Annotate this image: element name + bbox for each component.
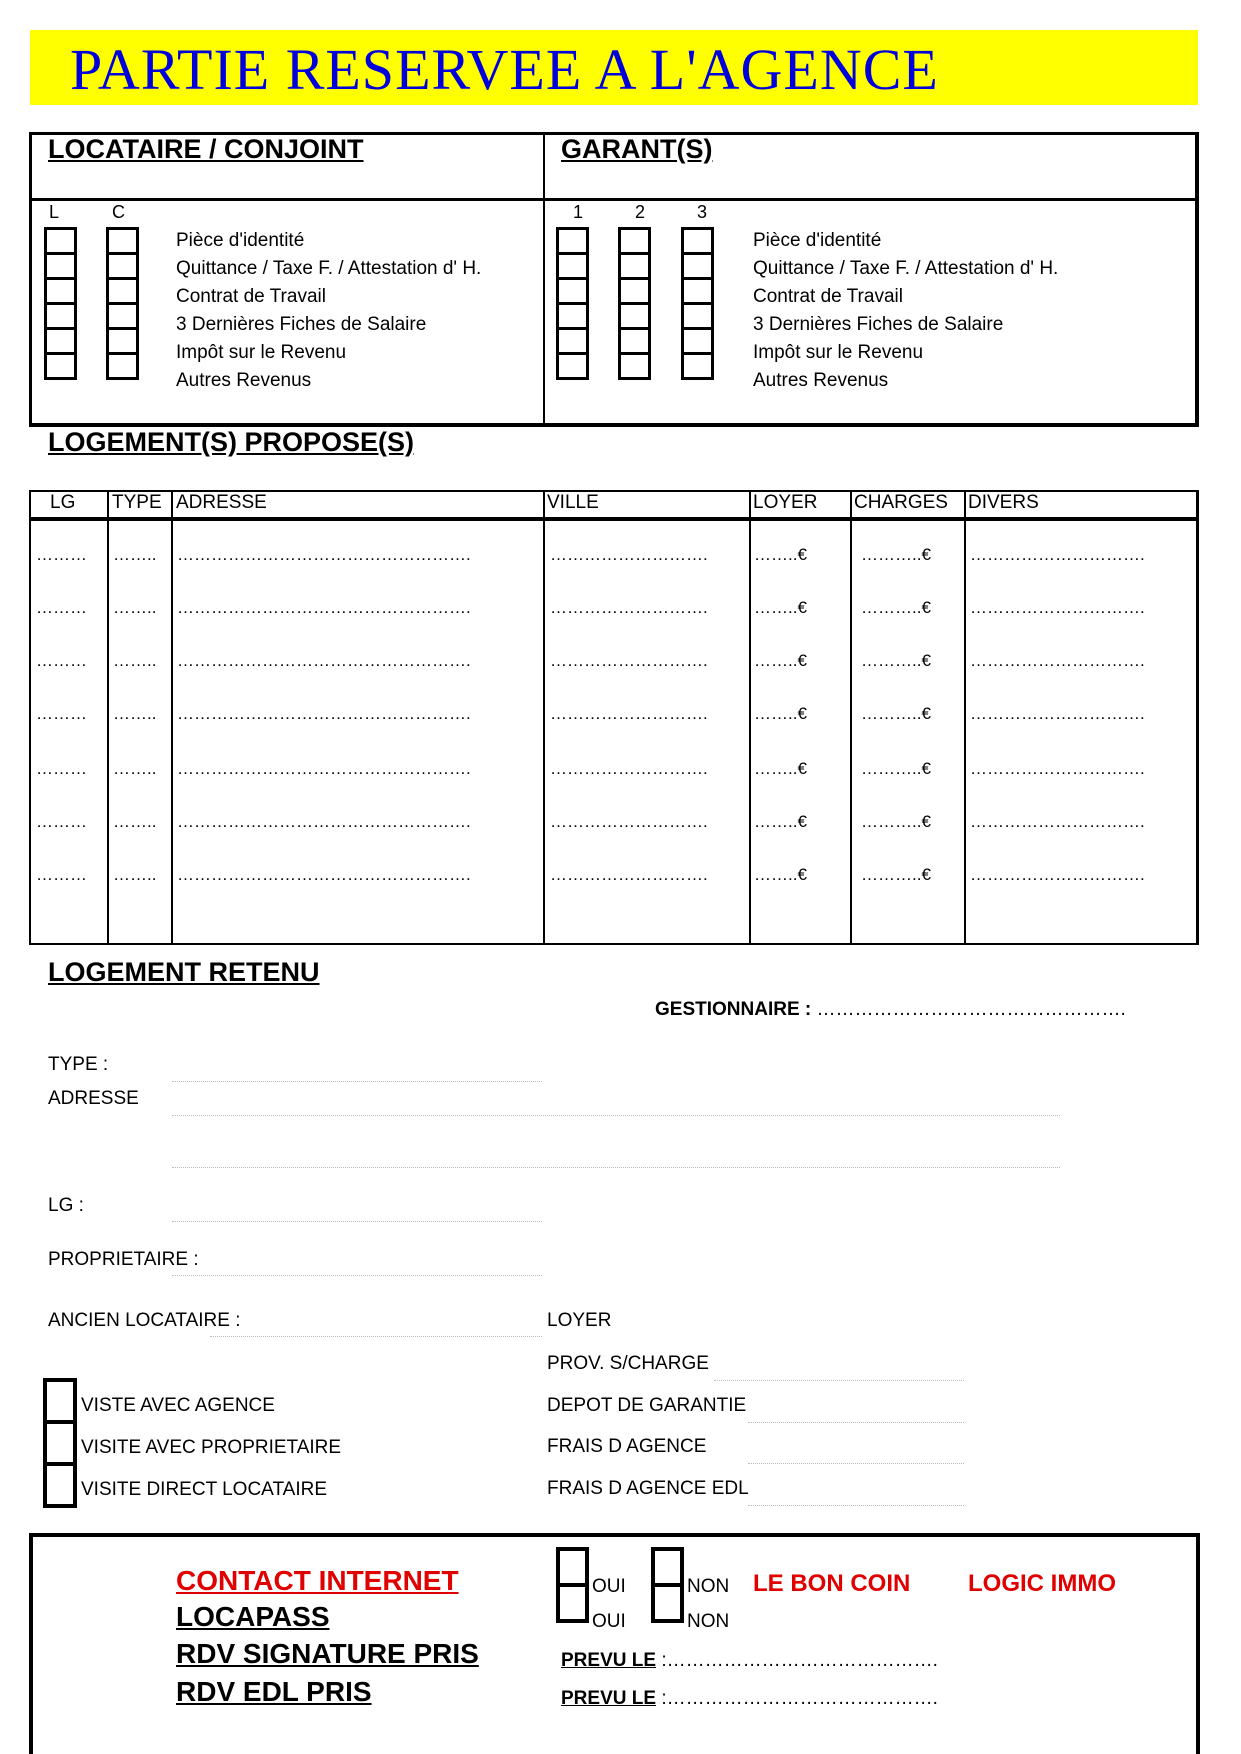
visit-checkboxes <box>43 1378 77 1508</box>
frais-input[interactable] <box>748 1463 964 1464</box>
checkbox-internet-non[interactable] <box>651 1547 684 1587</box>
table-cell-loyer[interactable]: ……..€ <box>754 865 807 884</box>
non-label: NON <box>687 1611 730 1632</box>
guarantor3-checkboxes <box>681 227 714 380</box>
col-header-charges: CHARGES <box>854 492 948 513</box>
checkbox-g1-contrat[interactable] <box>556 277 589 305</box>
non-label: NON <box>687 1576 730 1597</box>
checkbox-spouse-id[interactable] <box>106 227 139 255</box>
locapass-label: LOCAPASS <box>176 1601 330 1632</box>
doc-item: Quittance / Taxe F. / Attestation d' H. <box>176 258 482 279</box>
col-divider <box>964 490 966 945</box>
table-cell-type[interactable]: …….. <box>113 651 157 670</box>
table-cell-type[interactable]: …….. <box>113 704 157 723</box>
checkbox-g2-quittance[interactable] <box>618 252 651 280</box>
table-cell-ville[interactable]: ………………………. <box>550 598 708 617</box>
col-divider <box>171 490 173 945</box>
table-cell-loyer[interactable]: ……..€ <box>754 759 807 778</box>
checkbox-tenant-impot[interactable] <box>44 327 77 355</box>
checkbox-locapass-non[interactable] <box>651 1583 684 1623</box>
contact-internet-label: CONTACT INTERNET <box>176 1565 459 1596</box>
checkbox-g2-id[interactable] <box>618 227 651 255</box>
logic-immo-label: LOGIC IMMO <box>968 1570 1116 1597</box>
checkbox-tenant-contrat[interactable] <box>44 277 77 305</box>
frais-edl-label: FRAIS D AGENCE EDL <box>547 1478 749 1499</box>
gestionnaire-label: GESTIONNAIRE : <box>655 999 812 1020</box>
proprietaire-label: PROPRIETAIRE : <box>48 1249 199 1270</box>
spouse-checkboxes <box>106 227 139 380</box>
table-cell-charges[interactable]: ………..€ <box>861 812 931 831</box>
checkbox-spouse-fiches[interactable] <box>106 302 139 330</box>
prevu-label: PREVU LE <box>561 1688 657 1709</box>
table-cell-lg[interactable]: ……… <box>36 865 87 884</box>
proposed-heading: LOGEMENT(S) PROPOSE(S) <box>48 427 415 457</box>
table-cell-adresse[interactable]: ……………………………………………. <box>177 598 471 617</box>
guarantor-header: GARANT(S) <box>561 134 713 164</box>
proprietaire-input[interactable] <box>172 1275 542 1276</box>
table-cell-type[interactable]: …….. <box>113 759 157 778</box>
visit-proprietaire-label: VISITE AVEC PROPRIETAIRE <box>81 1437 342 1458</box>
table-cell-charges[interactable]: ………..€ <box>861 545 931 564</box>
oui-label: OUI <box>592 1611 626 1632</box>
retained-heading: LOGEMENT RETENU <box>48 957 320 987</box>
page-title: PARTIE RESERVEE A L'AGENCE <box>70 37 939 102</box>
doc-item: Pièce d'identité <box>176 230 305 251</box>
table-cell-divers[interactable]: …………………………. <box>970 651 1145 670</box>
checkbox-g2-autres[interactable] <box>618 352 651 380</box>
checkbox-spouse-quittance[interactable] <box>106 252 139 280</box>
col-divider <box>543 490 545 945</box>
checkbox-g2-contrat[interactable] <box>618 277 651 305</box>
table-cell-divers[interactable]: …………………………. <box>970 812 1145 831</box>
table-cell-lg[interactable]: ……… <box>36 651 87 670</box>
table-cell-adresse[interactable]: ……………………………………………. <box>177 865 471 884</box>
visit-agence-label: VISTE AVEC AGENCE <box>81 1395 275 1416</box>
table-cell-charges[interactable]: ………..€ <box>861 759 931 778</box>
col-label-3: 3 <box>697 202 708 222</box>
depot-label: DEPOT DE GARANTIE <box>547 1395 747 1416</box>
doc-item: Autres Revenus <box>176 370 312 391</box>
prevu-signature-field[interactable] <box>561 1650 938 1672</box>
table-cell-divers[interactable]: …………………………. <box>970 759 1145 778</box>
doc-item: Impôt sur le Revenu <box>753 342 924 363</box>
guarantor-document-list <box>753 227 1058 395</box>
table-cell-adresse[interactable]: ……………………………………………. <box>177 812 471 831</box>
table-cell-charges[interactable]: ………..€ <box>861 598 931 617</box>
table-cell-divers[interactable]: …………………………. <box>970 865 1145 884</box>
loyer-label: LOYER <box>547 1310 612 1331</box>
checkbox-g1-quittance[interactable] <box>556 252 589 280</box>
guarantor2-checkboxes <box>618 227 651 380</box>
table-cell-charges[interactable]: ………..€ <box>861 865 931 884</box>
col-divider <box>749 490 751 945</box>
checkbox-spouse-contrat[interactable] <box>106 277 139 305</box>
col-label-l: L <box>49 202 60 222</box>
table-cell-ville[interactable]: ………………………. <box>550 704 708 723</box>
table-cell-ville[interactable]: ………………………. <box>550 759 708 778</box>
table-cell-divers[interactable]: …………………………. <box>970 704 1145 723</box>
table-cell-divers[interactable]: …………………………. <box>970 598 1145 617</box>
prevu-dots: :……………………………………. <box>661 1688 938 1709</box>
prevu-dots: :……………………………………. <box>661 1650 938 1671</box>
checkbox-g3-fiches[interactable] <box>681 302 714 330</box>
gestionnaire-value: …………………………………………. <box>816 999 1126 1020</box>
checkbox-g3-quittance[interactable] <box>681 252 714 280</box>
col-divider <box>850 490 852 945</box>
checkbox-g1-id[interactable] <box>556 227 589 255</box>
non-checkboxes <box>651 1547 684 1623</box>
doc-item: Autres Revenus <box>753 370 889 391</box>
lg-input[interactable] <box>172 1221 542 1222</box>
col-header-ville: VILLE <box>547 492 599 513</box>
table-cell-ville[interactable]: ………………………. <box>550 545 708 564</box>
doc-item: Pièce d'identité <box>753 230 882 251</box>
doc-item: Impôt sur le Revenu <box>176 342 347 363</box>
checkbox-spouse-autres[interactable] <box>106 352 139 380</box>
table-cell-loyer[interactable]: ……..€ <box>754 704 807 723</box>
depot-input[interactable] <box>748 1422 964 1423</box>
table-cell-type[interactable]: …….. <box>113 812 157 831</box>
checkbox-visite-proprietaire[interactable] <box>43 1420 77 1466</box>
table-cell-type[interactable]: …….. <box>113 865 157 884</box>
visit-locataire-label: VISITE DIRECT LOCATAIRE <box>81 1479 327 1500</box>
checkbox-g1-autres[interactable] <box>556 352 589 380</box>
frais-edl-input[interactable] <box>748 1505 964 1506</box>
checkbox-g2-fiches[interactable] <box>618 302 651 330</box>
checkbox-g3-contrat[interactable] <box>681 277 714 305</box>
doc-item: Contrat de Travail <box>753 286 903 307</box>
prov-input[interactable] <box>714 1380 964 1381</box>
table-cell-loyer[interactable]: ……..€ <box>754 812 807 831</box>
checkbox-tenant-quittance[interactable] <box>44 252 77 280</box>
checkbox-visite-agence[interactable] <box>43 1378 77 1424</box>
col-label-c: C <box>112 202 125 222</box>
checkbox-g3-autres[interactable] <box>681 352 714 380</box>
checkbox-g1-fiches[interactable] <box>556 302 589 330</box>
table-header-divider <box>29 517 1199 521</box>
documents-header-divider <box>29 198 1199 201</box>
doc-item: 3 Dernières Fiches de Salaire <box>753 314 1004 335</box>
type-input[interactable] <box>172 1081 542 1082</box>
table-cell-adresse[interactable]: ……………………………………………. <box>177 545 471 564</box>
documents-column-divider <box>543 132 545 426</box>
checkbox-locapass-oui[interactable] <box>556 1583 589 1623</box>
prov-label: PROV. S/CHARGE <box>547 1353 709 1374</box>
table-cell-type[interactable]: …….. <box>113 545 157 564</box>
doc-item: Quittance / Taxe F. / Attestation d' H. <box>753 258 1059 279</box>
type-label: TYPE : <box>48 1054 109 1075</box>
checkbox-g3-id[interactable] <box>681 227 714 255</box>
col-header-loyer: LOYER <box>753 492 818 513</box>
prevu-edl-field[interactable] <box>561 1688 938 1710</box>
ancien-locataire-input[interactable] <box>210 1336 542 1337</box>
col-divider <box>107 490 109 945</box>
table-cell-type[interactable]: …….. <box>113 598 157 617</box>
doc-item: 3 Dernières Fiches de Salaire <box>176 314 427 335</box>
table-cell-ville[interactable]: ………………………. <box>550 865 708 884</box>
lg-label: LG : <box>48 1195 84 1216</box>
table-cell-loyer[interactable]: ……..€ <box>754 651 807 670</box>
adresse-label: ADRESSE <box>48 1088 139 1109</box>
checkbox-g3-impot[interactable] <box>681 327 714 355</box>
tenant-header: LOCATAIRE / CONJOINT <box>48 134 364 164</box>
adresse-input-line1[interactable] <box>172 1115 1060 1116</box>
checkbox-g2-impot[interactable] <box>618 327 651 355</box>
col-label-1: 1 <box>573 202 584 222</box>
table-cell-charges[interactable]: ………..€ <box>861 704 931 723</box>
col-header-adresse: ADRESSE <box>176 492 267 513</box>
table-cell-divers[interactable]: …………………………. <box>970 545 1145 564</box>
checkbox-tenant-fiches[interactable] <box>44 302 77 330</box>
checkbox-visite-locataire[interactable] <box>43 1462 77 1508</box>
rdv-signature-label: RDV SIGNATURE PRIS <box>176 1638 479 1669</box>
col-header-divers: DIVERS <box>968 492 1039 513</box>
checkbox-g1-impot[interactable] <box>556 327 589 355</box>
checkbox-tenant-id[interactable] <box>44 227 77 255</box>
col-header-type: TYPE <box>112 492 162 513</box>
checkbox-spouse-impot[interactable] <box>106 327 139 355</box>
gestionnaire-field[interactable] <box>655 999 1126 1021</box>
table-cell-lg[interactable]: ……… <box>36 812 87 831</box>
table-cell-charges[interactable]: ………..€ <box>861 651 931 670</box>
table-cell-adresse[interactable]: ……………………………………………. <box>177 759 471 778</box>
doc-item: Contrat de Travail <box>176 286 326 307</box>
table-cell-lg[interactable]: ……… <box>36 704 87 723</box>
tenant-document-list <box>176 227 481 395</box>
checkbox-internet-oui[interactable] <box>556 1547 589 1587</box>
le-bon-coin-label: LE BON COIN <box>753 1570 911 1597</box>
frais-label: FRAIS D AGENCE <box>547 1436 707 1457</box>
checkbox-tenant-autres[interactable] <box>44 352 77 380</box>
ancien-locataire-label: ANCIEN LOCATAIRE : <box>48 1310 241 1331</box>
col-header-lg: LG <box>50 492 76 513</box>
table-cell-lg[interactable]: ……… <box>36 759 87 778</box>
table-cell-ville[interactable]: ………………………. <box>550 812 708 831</box>
tenant-checkboxes <box>44 227 77 380</box>
col-label-2: 2 <box>635 202 646 222</box>
table-cell-loyer[interactable]: ……..€ <box>754 545 807 564</box>
oui-label: OUI <box>592 1576 626 1597</box>
table-cell-ville[interactable]: ………………………. <box>550 651 708 670</box>
adresse-input-line2[interactable] <box>172 1167 1060 1168</box>
table-cell-lg[interactable]: ……… <box>36 545 87 564</box>
prevu-label: PREVU LE <box>561 1650 657 1671</box>
table-cell-adresse[interactable]: ……………………………………………. <box>177 651 471 670</box>
table-cell-loyer[interactable]: ……..€ <box>754 598 807 617</box>
table-cell-adresse[interactable]: ……………………………………………. <box>177 704 471 723</box>
table-cell-lg[interactable]: ……… <box>36 598 87 617</box>
guarantor1-checkboxes <box>556 227 589 380</box>
rdv-edl-label: RDV EDL PRIS <box>176 1676 372 1707</box>
oui-checkboxes <box>556 1547 589 1623</box>
